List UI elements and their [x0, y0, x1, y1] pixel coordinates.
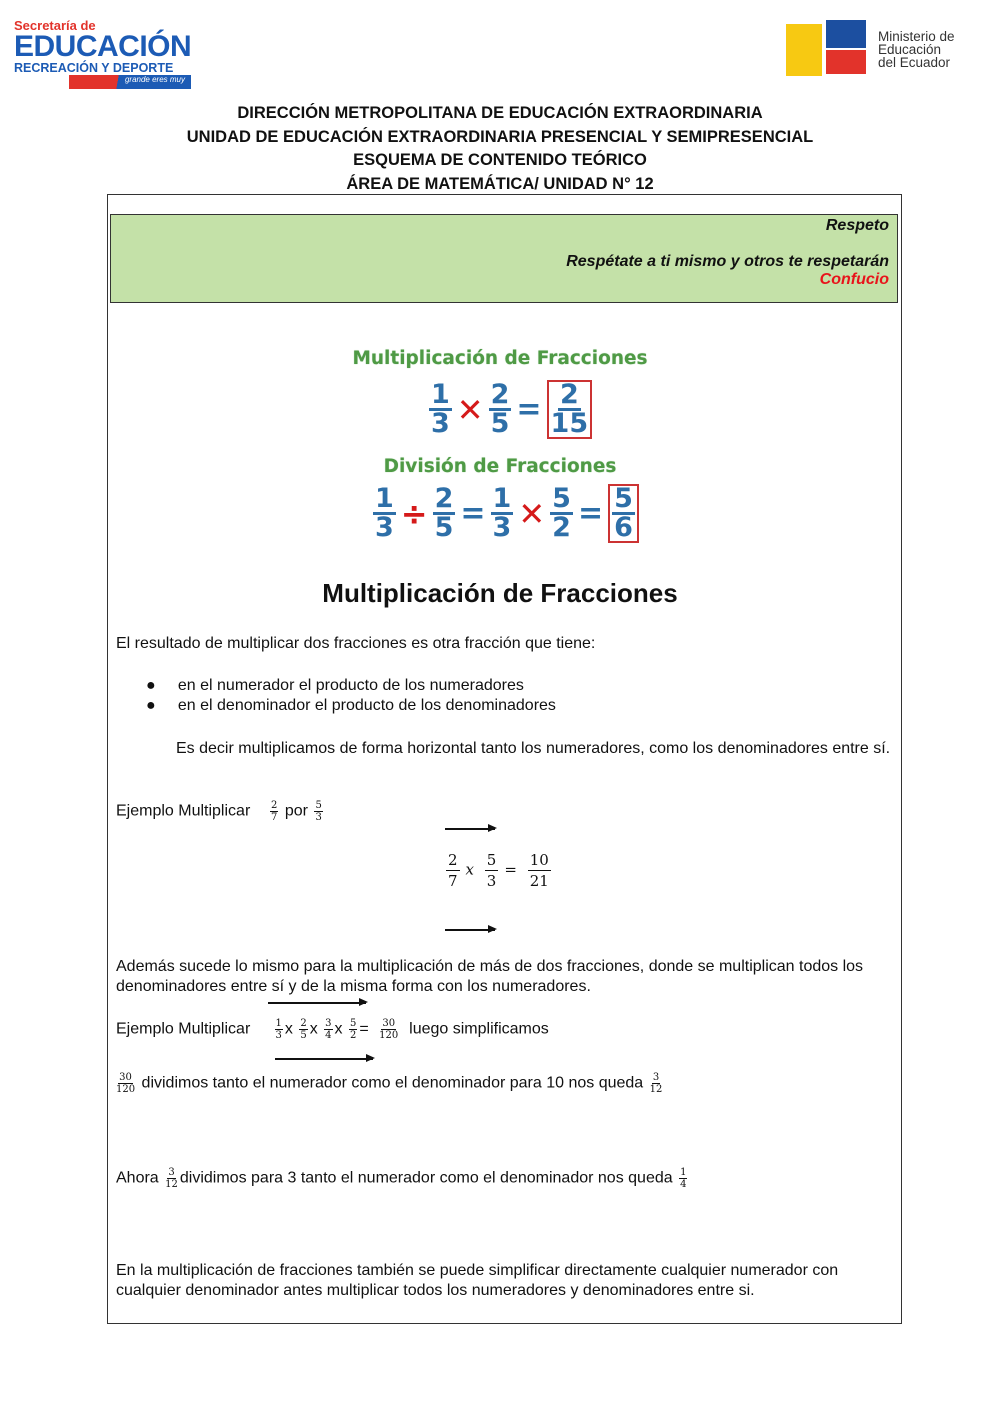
text: 3 [431, 408, 450, 439]
text: 3 [375, 512, 394, 543]
logo-text: del Ecuador [878, 55, 951, 70]
text: = [359, 1020, 369, 1038]
text: en el denominador el producto de los denominadores [177, 697, 556, 714]
ministerio-educacion-logo [786, 20, 955, 76]
equals-sign: = [460, 496, 486, 531]
numerator: 3 [168, 1167, 175, 1178]
text: 3 [492, 512, 512, 543]
fraction [489, 379, 512, 439]
numerator: 1 [275, 1018, 282, 1029]
text [878, 30, 955, 69]
header-line: DIRECCIÓN METROPOLITANA DE EDUCACIÓN EXTRAORDINARIA [237, 104, 763, 122]
text: 6 [614, 512, 633, 543]
final-text: En la multiplicación de fracciones también se puede simplificar directamente cualquier numerador con cualquier denominador antes multiplicar todos los numeradores y denominadores entre si. [116, 1262, 839, 1299]
numerator: 5 [614, 483, 633, 514]
text [650, 1072, 663, 1095]
numerator: 30 [382, 1018, 396, 1029]
text [270, 800, 278, 823]
numerator: 2 [271, 800, 278, 811]
example1-equation [440, 850, 557, 891]
numerator: 5 [552, 483, 571, 514]
text: 15 [550, 408, 589, 439]
text: luego simplificamos [409, 1020, 549, 1038]
document-header [0, 102, 1000, 196]
header-line: ÁREA DE MATEMÁTICA/ UNIDAD N° 12 [346, 174, 654, 193]
text: 5 [434, 512, 454, 543]
quote-text: Respétate a ti mismo y otros te respetarán [566, 253, 889, 270]
numerator: 1 [492, 483, 512, 514]
text: 3 [275, 1030, 282, 1041]
arrow-icon [445, 828, 495, 830]
text: x [309, 1020, 318, 1038]
text [786, 24, 822, 76]
numerator: 1 [680, 1167, 687, 1178]
text [826, 20, 866, 48]
text: 2 [349, 1030, 357, 1041]
header-line: ESQUEMA DE CONTENIDO TEÓRICO [353, 151, 647, 169]
more-text: Además sucede lo mismo para la multiplicación de más de dos fracciones, donde se multiplican todos los denominadores entre sí y de la misma forma con los numeradores. [116, 958, 864, 995]
bullet-list [146, 676, 556, 716]
text: 5 [300, 1030, 307, 1041]
logo-tagline: grande eres muy [69, 75, 191, 89]
text [485, 850, 499, 891]
logo-text: EDUCACIÓN [14, 30, 192, 63]
text [826, 50, 866, 74]
text: x [465, 860, 475, 879]
arrow-icon [268, 1002, 366, 1004]
text: dividimos para 3 tanto el numerador como el denominador nos queda [179, 1169, 673, 1187]
numerator: 5 [315, 800, 322, 811]
numerator: 10 [529, 851, 549, 869]
fraction-result [547, 380, 593, 439]
equals-sign: = [577, 496, 604, 531]
numerator: 5 [349, 1018, 357, 1029]
logo-text: Secretaría de [14, 18, 96, 33]
text: x [284, 1020, 293, 1038]
text: 120 [379, 1030, 399, 1041]
text [379, 1018, 398, 1041]
times-icon: ✕ [518, 494, 546, 533]
step1-line [114, 1072, 664, 1095]
step2-line [116, 1167, 689, 1190]
fraction [491, 483, 514, 543]
text [349, 1018, 357, 1041]
logo-text: Educación [878, 42, 942, 57]
arrow-icon [445, 929, 495, 931]
illustration-div-title: División de Fracciones [383, 456, 617, 477]
numerator: 30 [119, 1072, 132, 1083]
text [679, 1167, 687, 1190]
fraction [433, 483, 456, 543]
fraction [373, 483, 396, 543]
fraction [429, 379, 452, 439]
numerator: 3 [652, 1072, 660, 1083]
text: = [504, 860, 517, 879]
text: 12 [649, 1084, 663, 1095]
text [299, 1018, 307, 1041]
text: Ejemplo Multiplicar [116, 802, 251, 820]
quote-author: Confucio [819, 271, 889, 288]
numerator: 5 [486, 851, 497, 869]
illustration-mult-title: Multiplicación de Fracciones [352, 348, 648, 369]
quote-value: Respeto [825, 217, 889, 234]
text [165, 1167, 178, 1190]
text: 3 [486, 872, 497, 890]
text: Ahora [116, 1169, 159, 1187]
text: dividimos tanto el numerador como el denominador para 10 nos queda [141, 1074, 644, 1092]
text: 4 [325, 1030, 332, 1041]
fraction-result [608, 484, 639, 543]
numerator: 2 [300, 1018, 307, 1029]
explain-text: Es decir multiplicamos de forma horizontal tanto los numeradores, como los denominadores entre sí. [176, 740, 891, 757]
text: 21 [529, 872, 549, 890]
numerator: 2 [559, 379, 579, 410]
bullet-item: ● en el numerador el producto de los numeradores [146, 677, 524, 694]
text: x [334, 1020, 343, 1038]
text [324, 1018, 332, 1041]
example1-line [116, 800, 325, 823]
text [314, 800, 322, 823]
intro-text: El resultado de multiplicar dos fracciones es otra fracción que tiene: [116, 635, 596, 652]
text [528, 850, 551, 891]
numerator: 3 [325, 1018, 332, 1029]
fraction [550, 483, 573, 543]
text: 4 [680, 1179, 687, 1190]
numerator: 1 [431, 379, 450, 410]
text: en el numerador el producto de los numeradores [177, 677, 524, 694]
arrow-icon [275, 1058, 373, 1060]
text: 5 [490, 408, 510, 439]
text: 3 [315, 812, 322, 823]
book-flag-icon [786, 20, 868, 76]
quote-box [110, 214, 898, 303]
numerator: 1 [375, 483, 394, 514]
secretaria-educacion-logo [14, 18, 194, 89]
header-line: UNIDAD DE EDUCACIÓN EXTRAORDINARIA PRESENCIAL Y SEMIPRESENCIAL [186, 127, 814, 146]
text: Ejemplo Multiplicar [116, 1020, 251, 1038]
divide-icon: ÷ [400, 494, 428, 533]
text [275, 1018, 283, 1041]
numerator: 2 [434, 483, 454, 514]
text [116, 1072, 135, 1095]
equals-sign: = [516, 392, 542, 427]
logo-text: RECREACIÓN Y DEPORTE [14, 61, 174, 75]
text: 7 [271, 812, 278, 823]
numerator: 2 [490, 379, 510, 410]
numerator: 2 [448, 851, 458, 869]
text: 2 [552, 512, 571, 543]
text: 12 [165, 1179, 178, 1190]
text: por [284, 802, 308, 820]
illustration-mult-equation [426, 380, 595, 439]
text [446, 850, 460, 891]
illustration-div-equation [370, 484, 642, 543]
example2-line [116, 1018, 549, 1041]
times-icon: ✕ [456, 390, 484, 429]
text: 120 [116, 1084, 136, 1095]
bullet-item: ● en el denominador el producto de los denominadores [146, 697, 556, 714]
section-title: Multiplicación de Fracciones [322, 578, 678, 608]
logo-text: Ministerio de [878, 29, 955, 44]
text: 7 [448, 872, 458, 890]
